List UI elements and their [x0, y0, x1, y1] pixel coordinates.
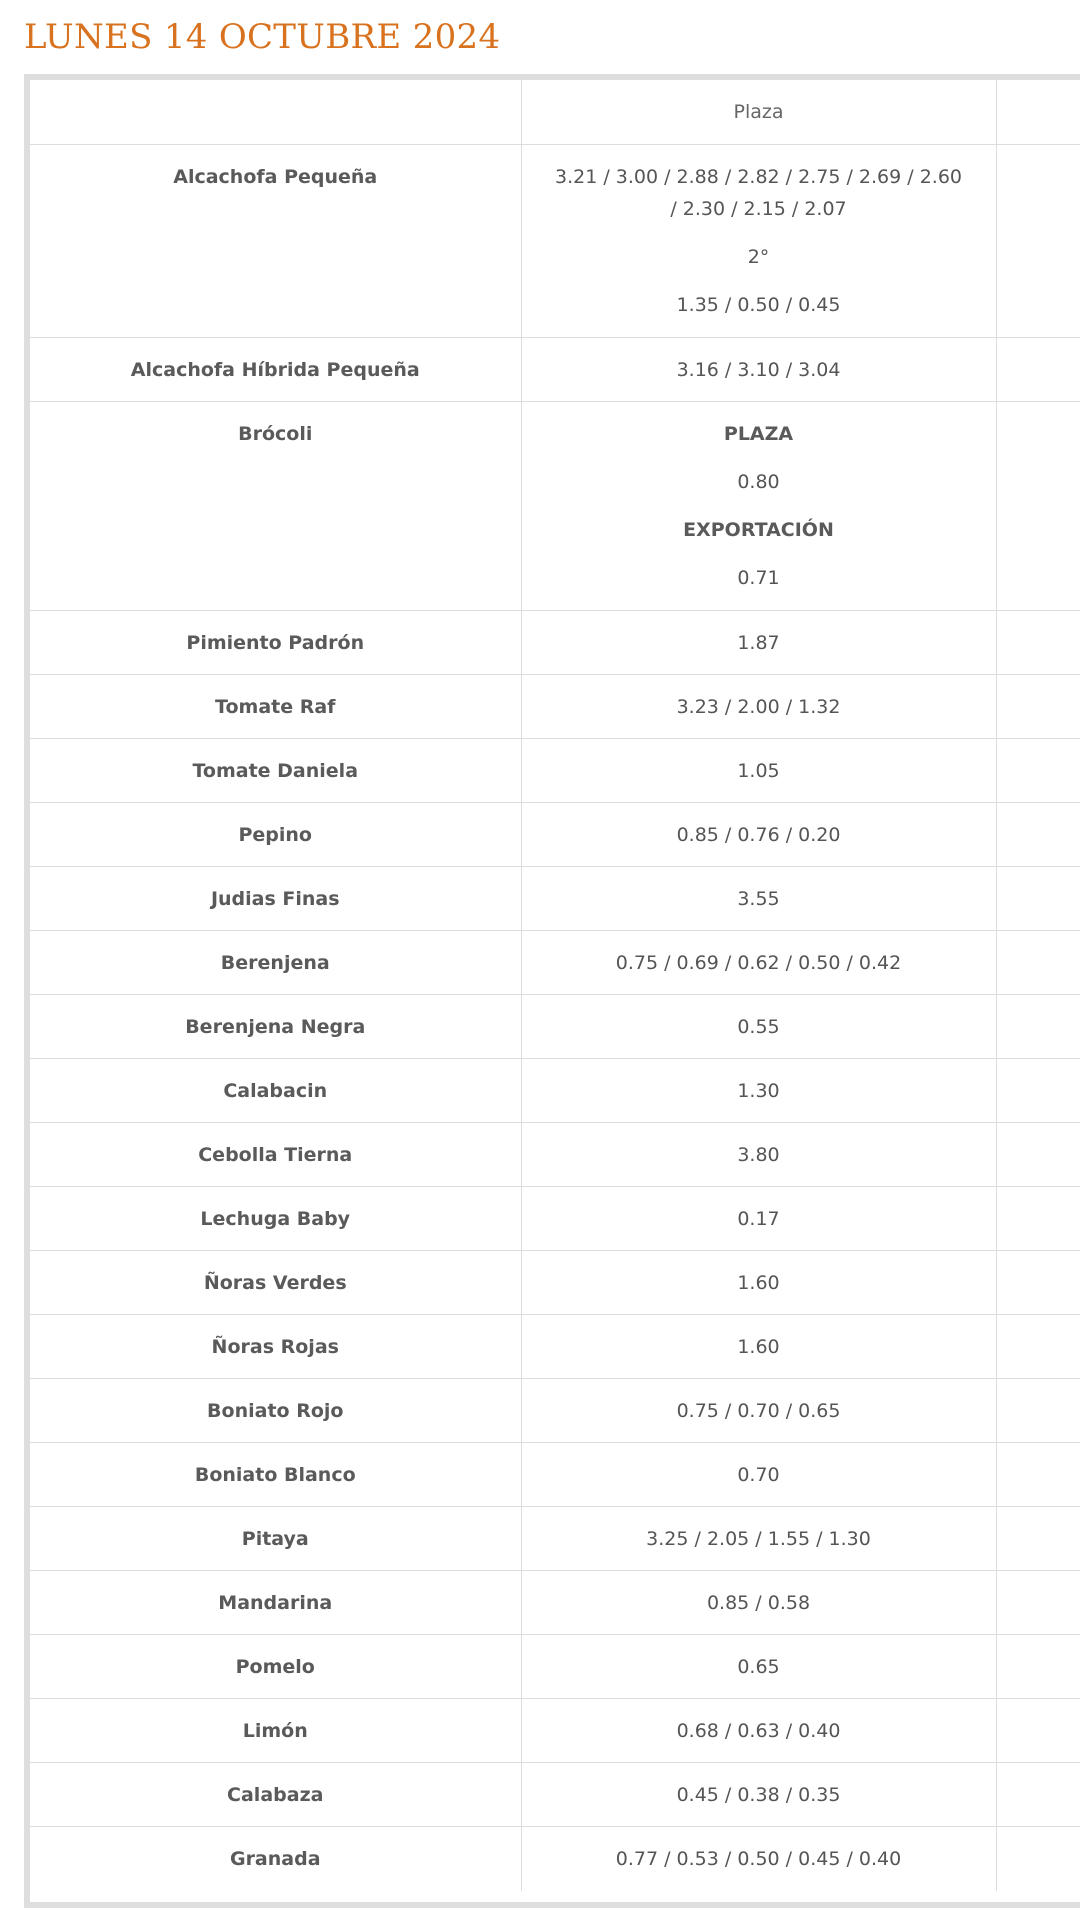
price-table-container[interactable]	[24, 74, 1080, 1908]
table-row	[30, 1699, 1080, 1763]
table-row	[30, 402, 1080, 611]
page-title: LUNES 14 OCTUBRE 2024	[24, 17, 501, 57]
product-name: Limón	[30, 1699, 521, 1763]
table-row	[30, 867, 1080, 931]
price-values: 0.71	[737, 567, 780, 589]
plaza-price-cell	[521, 1315, 996, 1379]
plaza-price-cell	[521, 675, 996, 739]
price-values: 0.85 / 0.58	[706, 1591, 811, 1614]
extra-cell	[996, 1571, 1080, 1635]
table-row	[30, 1059, 1080, 1123]
plaza-price-cell	[521, 338, 996, 402]
extra-cell	[996, 1187, 1080, 1251]
product-name: Alcachofa Híbrida Pequeña	[30, 338, 521, 402]
price-values: 1.60	[737, 1335, 780, 1358]
product-name: Cebolla Tierna	[30, 1123, 521, 1187]
price-values: 1.35 / 0.50 / 0.45	[676, 294, 841, 316]
plaza-price-cell	[521, 931, 996, 995]
table-row	[30, 611, 1080, 675]
table-row	[30, 338, 1080, 402]
extra-cell	[996, 739, 1080, 803]
price-values: 1.30	[737, 1079, 780, 1102]
price-values: 1.05	[737, 759, 780, 782]
plaza-price-cell	[521, 1251, 996, 1315]
plaza-price-cell	[521, 1635, 996, 1699]
price-values: 0.80	[737, 471, 780, 493]
price-table	[30, 80, 1080, 1891]
extra-cell	[996, 867, 1080, 931]
extra-cell	[996, 1827, 1080, 1891]
table-row	[30, 1763, 1080, 1827]
plaza-price-cell	[521, 1123, 996, 1187]
plaza-price-cell	[521, 145, 996, 338]
plaza-price-cell	[521, 611, 996, 675]
extra-cell	[996, 1379, 1080, 1443]
price-values: 0.75 / 0.70 / 0.65	[676, 1399, 841, 1422]
table-row	[30, 739, 1080, 803]
price-values: 3.25 / 2.05 / 1.55 / 1.30	[646, 1527, 871, 1550]
price-values: 0.65	[737, 1655, 780, 1678]
plaza-price-cell	[521, 1379, 996, 1443]
product-name: Boniato Rojo	[30, 1379, 521, 1443]
plaza-price-cell	[521, 1187, 996, 1251]
price-values: 3.21 / 3.00 / 2.88 / 2.82 / 2.75 / 2.69 / 2.60 / 2.30 / 2.15 / 2.07	[554, 166, 962, 220]
product-name: Berenjena	[30, 931, 521, 995]
price-values: 0.68 / 0.63 / 0.40	[676, 1719, 841, 1742]
price-values: 3.16 / 3.10 / 3.04	[676, 358, 841, 381]
table-row	[30, 1443, 1080, 1507]
product-name: Ñoras Rojas	[30, 1315, 521, 1379]
product-name: Alcachofa Pequeña	[30, 145, 521, 338]
table-row	[30, 675, 1080, 739]
price-values: 2°	[747, 246, 770, 268]
table-row	[30, 1315, 1080, 1379]
price-values: 1.87	[737, 631, 780, 654]
plaza-price-cell	[521, 867, 996, 931]
table-row	[30, 1571, 1080, 1635]
extra-cell	[996, 931, 1080, 995]
price-values: 0.70	[737, 1463, 780, 1486]
extra-cell	[996, 675, 1080, 739]
plaza-price-cell	[521, 402, 996, 611]
product-name: Tomate Raf	[30, 675, 521, 739]
table-row	[30, 1251, 1080, 1315]
extra-cell	[996, 1635, 1080, 1699]
plaza-price-cell	[521, 1571, 996, 1635]
price-values: 0.75 / 0.69 / 0.62 / 0.50 / 0.42	[615, 951, 902, 974]
extra-cell	[996, 1507, 1080, 1571]
plaza-price-cell	[521, 1827, 996, 1891]
extra-cell	[996, 1699, 1080, 1763]
extra-cell	[996, 338, 1080, 402]
plaza-price-cell	[521, 739, 996, 803]
extra-cell	[996, 1443, 1080, 1507]
table-row	[30, 1379, 1080, 1443]
price-section-label: PLAZA	[723, 423, 794, 445]
plaza-price-cell	[521, 1507, 996, 1571]
table-row	[30, 145, 1080, 338]
product-name: Tomate Daniela	[30, 739, 521, 803]
product-name: Brócoli	[30, 402, 521, 611]
price-values: 3.80	[737, 1143, 780, 1166]
product-name: Calabaza	[30, 1763, 521, 1827]
extra-cell	[996, 1251, 1080, 1315]
extra-cell	[996, 145, 1080, 338]
product-name: Judias Finas	[30, 867, 521, 931]
price-values: 3.23 / 2.00 / 1.32	[676, 695, 841, 718]
extra-cell	[996, 995, 1080, 1059]
price-values: 0.85 / 0.76 / 0.20	[676, 823, 841, 846]
product-name: Granada	[30, 1827, 521, 1891]
price-values: 0.77 / 0.53 / 0.50 / 0.45 / 0.40	[615, 1847, 902, 1870]
price-section-label: EXPORTACIÓN	[683, 519, 834, 541]
product-name: Calabacin	[30, 1059, 521, 1123]
price-values: 3.55	[737, 887, 780, 910]
product-name: Pepino	[30, 803, 521, 867]
table-row	[30, 1507, 1080, 1571]
product-name: Berenjena Negra	[30, 995, 521, 1059]
product-name: Pitaya	[30, 1507, 521, 1571]
table-row	[30, 995, 1080, 1059]
table-header-row	[30, 80, 1080, 145]
table-row	[30, 1635, 1080, 1699]
header-product	[30, 80, 521, 145]
plaza-price-cell	[521, 803, 996, 867]
table-row	[30, 931, 1080, 995]
price-values: 0.17	[737, 1207, 780, 1230]
plaza-price-cell	[521, 995, 996, 1059]
product-name: Mandarina	[30, 1571, 521, 1635]
table-row	[30, 1827, 1080, 1891]
extra-cell	[996, 803, 1080, 867]
extra-cell	[996, 1315, 1080, 1379]
plaza-price-cell	[521, 1699, 996, 1763]
extra-cell	[996, 1123, 1080, 1187]
table-row	[30, 1123, 1080, 1187]
price-values: 0.45 / 0.38 / 0.35	[676, 1783, 841, 1806]
price-values: 1.60	[737, 1271, 780, 1294]
product-name: Pomelo	[30, 1635, 521, 1699]
product-name: Boniato Blanco	[30, 1443, 521, 1507]
plaza-price-cell	[521, 1763, 996, 1827]
extra-cell	[996, 1763, 1080, 1827]
product-name: Pimiento Padrón	[30, 611, 521, 675]
table-row	[30, 1187, 1080, 1251]
price-values: 0.55	[737, 1015, 780, 1038]
extra-cell	[996, 1059, 1080, 1123]
header-plaza: Plaza	[521, 80, 996, 145]
header-extra	[996, 80, 1080, 145]
product-name: Lechuga Baby	[30, 1187, 521, 1251]
extra-cell	[996, 402, 1080, 611]
extra-cell	[996, 611, 1080, 675]
product-name: Ñoras Verdes	[30, 1251, 521, 1315]
table-row	[30, 803, 1080, 867]
plaza-price-cell	[521, 1443, 996, 1507]
plaza-price-cell	[521, 1059, 996, 1123]
